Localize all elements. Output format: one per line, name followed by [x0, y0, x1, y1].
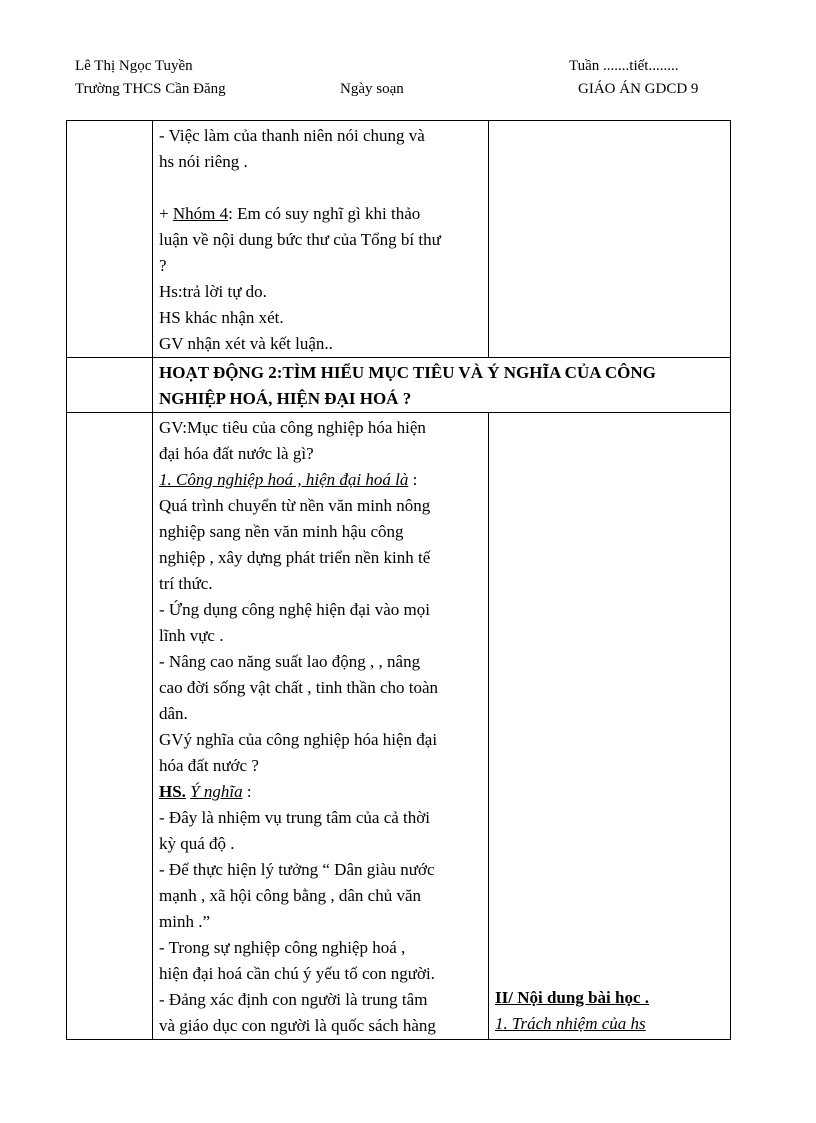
activity-heading-line2: NGHIỆP HOÁ, HIỆN ĐẠI HOÁ ? — [159, 389, 412, 408]
date-label: Ngày soạn — [340, 81, 404, 97]
table-row — [67, 121, 731, 358]
text-line: GVý nghĩa của công nghiệp hóa hiện đại — [159, 730, 438, 749]
author-name: Lê Thị Ngọc Tuyền — [75, 58, 193, 74]
text-line: luận về nội dung bức thư của Tổng bí thư — [159, 230, 441, 249]
text-line: nghiệp sang nền văn minh hậu công — [159, 522, 404, 541]
row3-content-cell — [489, 413, 731, 1040]
text-line: GV:Mục tiêu của công nghiệp hóa hiện — [159, 418, 426, 437]
text-line: Hs:trả lời tự do. — [159, 282, 267, 301]
text-line: hs nói riêng . — [159, 152, 248, 171]
table-row — [67, 358, 731, 413]
text-line: trí thức. — [159, 574, 213, 593]
text-line: GV nhận xét và kết luận.. — [159, 334, 333, 353]
definition-label-line: 1. Công nghiệp hoá , hiện đại hoá là : — [159, 470, 418, 489]
week-period: Tuần .......tiết........ — [569, 58, 679, 74]
hs-label: HS. — [159, 782, 186, 801]
text-line: dân. — [159, 704, 188, 723]
text-line: lĩnh vực . — [159, 626, 224, 645]
row1-content-cell — [489, 121, 731, 358]
meaning-label: Ý nghĩa — [190, 782, 243, 801]
text-line: cao đời sống vật chất , tinh thần cho toàn — [159, 678, 439, 697]
text-line: HS khác nhận xét. — [159, 308, 284, 327]
group4-line: + Nhóm 4: Em có suy nghĩ gì khi thảo — [159, 204, 421, 223]
activity-heading-line1: HOẠT ĐỘNG 2:TÌM HIỂU MỤC TIÊU VÀ Ý NGHĨA CỦA CÔNG — [159, 363, 656, 382]
text-line: Quá trình chuyển từ nền văn minh nông — [159, 496, 431, 515]
lesson-plan-table — [66, 120, 731, 1040]
text-line: nghiệp , xây dựng phát triển nền kinh tế — [159, 548, 431, 567]
text-line: - Trong sự nghiệp công nghiệp hoá , — [159, 938, 406, 957]
content-heading: II/ Nội dung bài học . — [495, 988, 649, 1007]
row1-activity-cell — [153, 121, 489, 358]
text-line: hóa đất nước ? — [159, 756, 259, 775]
text-line: đại hóa đất nước là gì? — [159, 444, 314, 463]
text-line: kỳ quá độ . — [159, 834, 235, 853]
row3-left-cell — [67, 413, 153, 1040]
document-title: GIÁO ÁN GDCD 9 — [578, 81, 699, 97]
text-line: minh .” — [159, 912, 210, 931]
group4-label: Nhóm 4 — [172, 204, 229, 223]
text-line: ? — [159, 256, 167, 275]
text-line: - Việc làm của thanh niên nói chung và — [159, 126, 425, 145]
activity-heading-cell — [153, 358, 731, 413]
text-line: và giáo dục con người là quốc sách hàng — [159, 1016, 436, 1035]
text-line: - Ứng dụng công nghệ hiện đại vào mọi — [159, 600, 430, 619]
row2-left-cell — [67, 358, 153, 413]
row1-left-cell — [67, 121, 153, 358]
school-name: Trường THCS Cần Đăng — [75, 81, 226, 97]
text-line: - Đảng xác định con người là trung tâm — [159, 990, 428, 1009]
row3-activity-cell — [153, 413, 489, 1040]
meaning-label-line: HS. Ý nghĩa : — [159, 782, 252, 801]
text-line: - Đây là nhiệm vụ trung tâm của cả thời — [159, 808, 430, 827]
text-line: hiện đại hoá cần chú ý yếu tố con người. — [159, 964, 435, 983]
text-line: - Để thực hiện lý tưởng “ Dân giàu nước — [159, 860, 435, 879]
text-line: - Nâng cao năng suất lao động , , nâng — [159, 652, 421, 671]
text-line: mạnh , xã hội công bằng , dân chủ văn — [159, 886, 422, 905]
definition-label: 1. Công nghiệp hoá , hiện đại hoá là — [159, 470, 409, 489]
table-row — [67, 413, 731, 1040]
content-subheading: 1. Trách nhiệm của hs — [495, 1014, 646, 1033]
